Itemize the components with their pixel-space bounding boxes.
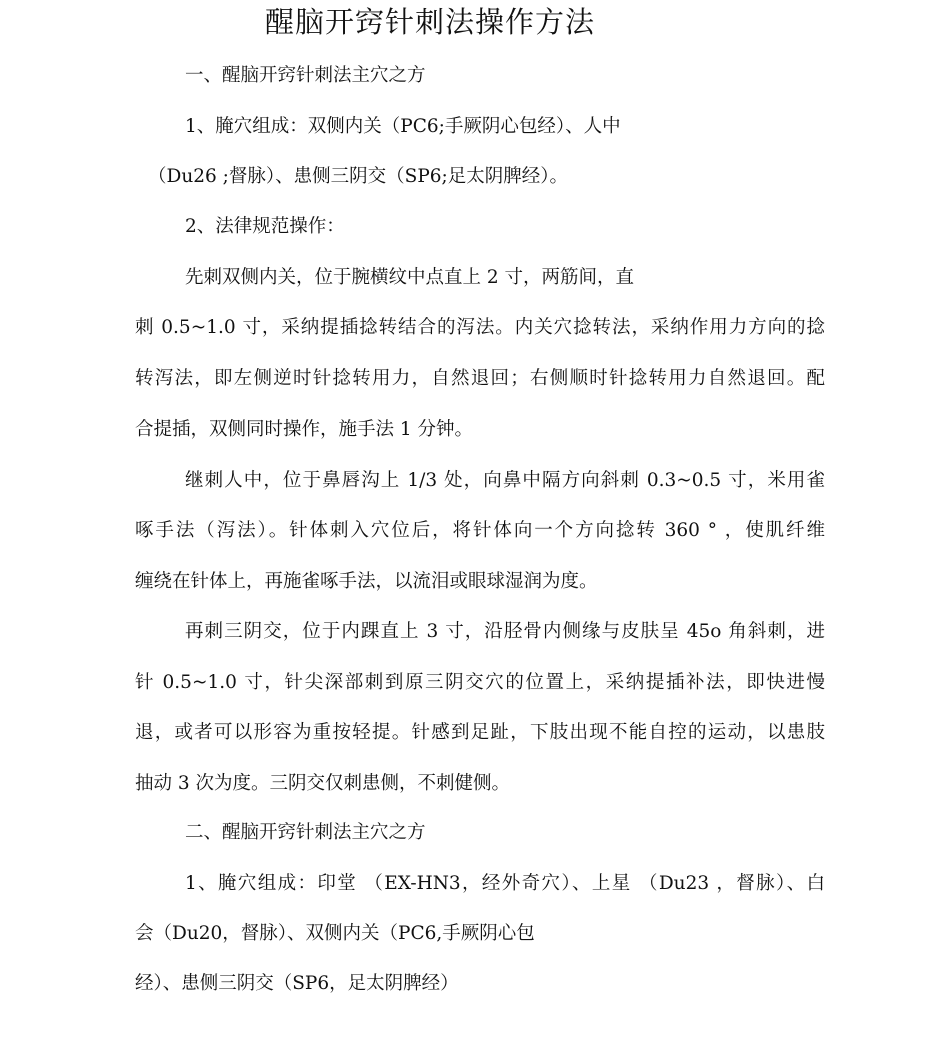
paragraph-line: 刺 0.5~1.0 寸，采纳提插捻转结合的泻法。内关穴捻转法，采纳作用力方向的捻 <box>135 317 825 338</box>
section-heading-2: 二、醒脑开窍针刺法主穴之方 <box>185 822 426 843</box>
section-heading-1: 一、醒脑开窍针刺法主穴之方 <box>185 65 426 86</box>
page-title: 醒脑开窍针刺法操作方法 <box>264 5 595 39</box>
paragraph-line: 转泻法，即左侧逆时针捻转用力，自然退回；右侧顺时针捻转用力自然退回。配 <box>135 368 825 389</box>
paragraph-line: 会（Du20，督脉）、双侧内关（PC6,手厥阴心包 <box>135 923 535 944</box>
paragraph-line: 再刺三阴交，位于内踝直上 3 寸，沿胫骨内侧缘与皮肤呈 45o 角斜刺，进 <box>185 621 825 642</box>
subsection-heading: 2、法律规范操作： <box>185 216 345 237</box>
paragraph-line: 缠绕在针体上，再施雀啄手法，以流泪或眼球湿润为度。 <box>135 571 598 592</box>
paragraph-line: 退，或者可以形容为重按轻提。针感到足趾，下肢出现不能自控的运动，以患肢 <box>135 722 825 743</box>
paragraph-line: 继刺人中，位于鼻唇沟上 1/3 处，向鼻中隔方向斜刺 0.3~0.5 寸，米用雀 <box>185 470 825 491</box>
paragraph-line: （Du26 ;督脉）、患侧三阴交（SP6;足太阴脾经）。 <box>148 166 569 187</box>
paragraph-line: 1、腌穴组成：印堂 （EX-HN3，经外奇穴）、上星 （Du23 ，督脉）、白 <box>185 873 825 894</box>
paragraph-line: 先刺双侧内关，位于腕横纹中点直上 2 寸，两筋间，直 <box>185 267 635 288</box>
paragraph-line: 1、腌穴组成：双侧内关（PC6;手厥阴心包经）、人中 <box>185 116 621 137</box>
paragraph-line: 啄手法（泻法）。针体刺入穴位后，将针体向一个方向捻转 360 ° ，使肌纤维 <box>135 520 825 541</box>
paragraph-line: 经）、患侧三阴交（SP6，足太阴脾经） <box>135 973 459 994</box>
paragraph-line: 合提插，双侧同时操作，施手法 1 分钟。 <box>135 419 474 440</box>
paragraph-line: 针 0.5~1.0 寸，针尖深部刺到原三阴交穴的位置上，采纳提插补法，即快进慢 <box>135 672 825 693</box>
paragraph-line: 抽动 3 次为度。三阴交仅刺患侧，不刺健侧。 <box>135 773 511 794</box>
